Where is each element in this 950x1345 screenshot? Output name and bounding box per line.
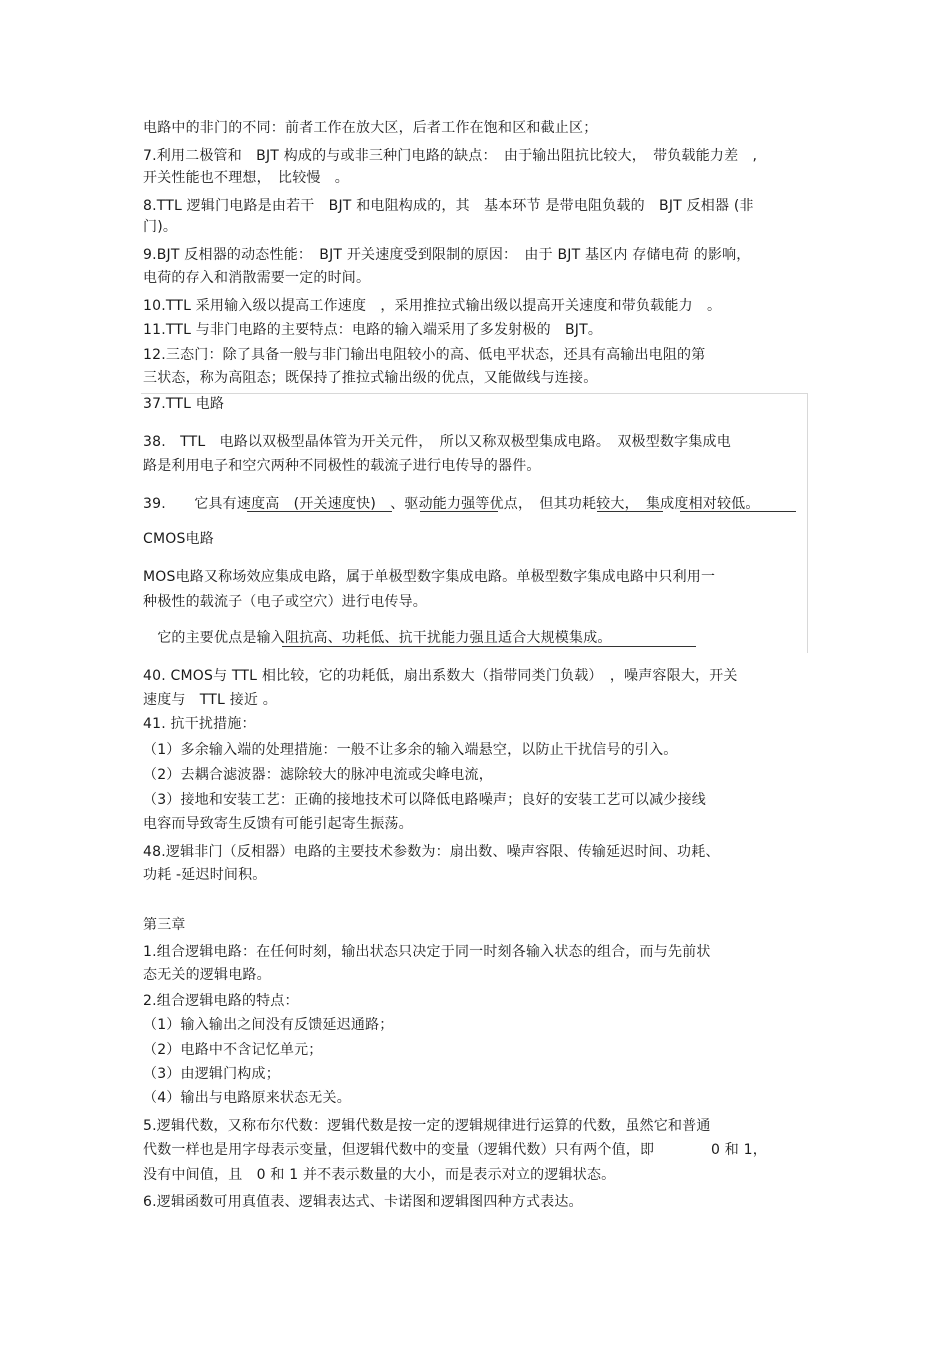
text-line: 2.组合逻辑电路的特点： — [143, 993, 299, 1009]
text-line: 7.利用二极管和 BJT 构成的与或非三种门电路的缺点： 由于输出阻抗比较大， 带负载能力差 , — [143, 148, 758, 164]
text-line: 5.逻辑代数，又称布尔代数：逻辑代数是按一定的逻辑规律进行运算的代数，虽然它和普通 — [143, 1118, 711, 1134]
text-line: 12.三态门：除了具备一般与非门输出电阻较小的高、低电平状态，还具有高输出电阻的第 — [143, 347, 706, 363]
text-line: 它的主要优点是输入阻抗高、功耗低、抗干扰能力强且适合大规模集成。 — [143, 630, 612, 646]
text-line: 40. CMOS与 TTL 相比较，它的功耗低，扇出系数大（指带同类门负载） ，噪声容限大，开关 — [143, 668, 738, 684]
underline — [420, 511, 498, 512]
text-line: 路是利用电子和空穴两种不同极性的载流子进行电传导的器件。 — [143, 458, 541, 474]
chapter-heading: 第三章 — [143, 917, 186, 933]
text-line: （2）去耦合滤波器：滤除较大的脉冲电流或尖峰电流， — [143, 767, 493, 783]
text-line: 电容而导致寄生反馈有可能引起寄生振荡。 — [143, 816, 413, 832]
text-line: 电路中的非门的不同：前者工作在放大区，后者工作在饱和区和截止区； — [143, 120, 598, 136]
text-line: 开关性能也不理想， 比较慢 。 — [143, 170, 349, 186]
text-line: 门)。 — [143, 219, 178, 235]
text-line: （1）输入输出之间没有反馈延迟通路； — [143, 1017, 394, 1033]
text-line: 三状态，称为高阻态；既保持了推拉式输出级的优点，又能做线与连接。 — [143, 370, 598, 386]
underline — [282, 646, 696, 647]
text-line: 41. 抗干扰措施： — [143, 716, 256, 732]
text-line: 代数一样也是用字母表示变量，但逻辑代数中的变量（逻辑代数）只有两个值，即 0 和 1， — [143, 1142, 767, 1158]
text-line: 功耗 -延迟时间积。 — [143, 867, 267, 883]
text-line: （1）多余输入端的处理措施：一般不让多余的输入端悬空，以防止干扰信号的引入。 — [143, 742, 678, 758]
underline — [680, 511, 796, 512]
text-line: 9.BJT 反相器的动态性能： BJT 开关速度受到限制的原因： 由于 BJT 基区内 存储电荷 的影响， — [143, 247, 751, 263]
text-line: 态无关的逻辑电路。 — [143, 967, 271, 983]
text-line: MOS电路又称场效应集成电路，属于单极型数字集成电路。单极型数字集成电路中只利用一 — [143, 569, 716, 585]
text-line: （4）输出与电路原来状态无关。 — [143, 1090, 351, 1106]
underline — [597, 511, 663, 512]
text-line: 38. TTL 电路以双极型晶体管为开关元件， 所以又称双极型集成电路。 双极型数字集成电 — [143, 434, 731, 450]
text-line: 1.组合逻辑电路：在任何时刻，输出状态只决定于同一时刻各输入状态的组合，而与先前状 — [143, 944, 711, 960]
text-line: 39. 它具有速度高 (开关速度快) 、驱动能力强等优点， 但其功耗较大， 集成度相对较低。 — [143, 496, 760, 512]
text-line: （3）由逻辑门构成； — [143, 1066, 280, 1082]
text-line: 48.逻辑非门（反相器）电路的主要技术参数为：扇出数、噪声容限、传输延迟时间、功耗、 — [143, 844, 720, 860]
underline — [247, 511, 392, 512]
text-line: （2）电路中不含记忆单元； — [143, 1042, 323, 1058]
text-line: 电荷的存入和消散需要一定的时间。 — [143, 270, 371, 286]
section-heading: 37.TTL 电路 — [143, 396, 225, 412]
text-line: 11.TTL 与非门电路的主要特点：电路的输入端采用了多发射极的 BJT。 — [143, 322, 603, 338]
text-line: 没有中间值，且 0 和 1 并不表示数量的大小，而是表示对立的逻辑状态。 — [143, 1167, 616, 1183]
text-line: 8.TTL 逻辑门电路是由若干 BJT 和电阻构成的，其 基本环节 是带电阻负载的 BJT 反相器 (非 — [143, 198, 754, 214]
text-line: 10.TTL 采用输入级以提高工作速度 ，采用推拉式输出级以提高开关速度和带负载能力 。 — [143, 298, 722, 314]
text-line: 种极性的载流子（电子或空穴）进行电传导。 — [143, 594, 427, 610]
text-line: 速度与 TTL 接近 。 — [143, 692, 277, 708]
section-heading: CMOS电路 — [143, 531, 214, 547]
text-line: （3）接地和安装工艺：正确的接地技术可以降低电路噪声；良好的安装工艺可以减少接线 — [143, 792, 706, 808]
text-line: 6.逻辑函数可用真值表、逻辑表达式、卡诺图和逻辑图四种方式表达。 — [143, 1194, 583, 1210]
